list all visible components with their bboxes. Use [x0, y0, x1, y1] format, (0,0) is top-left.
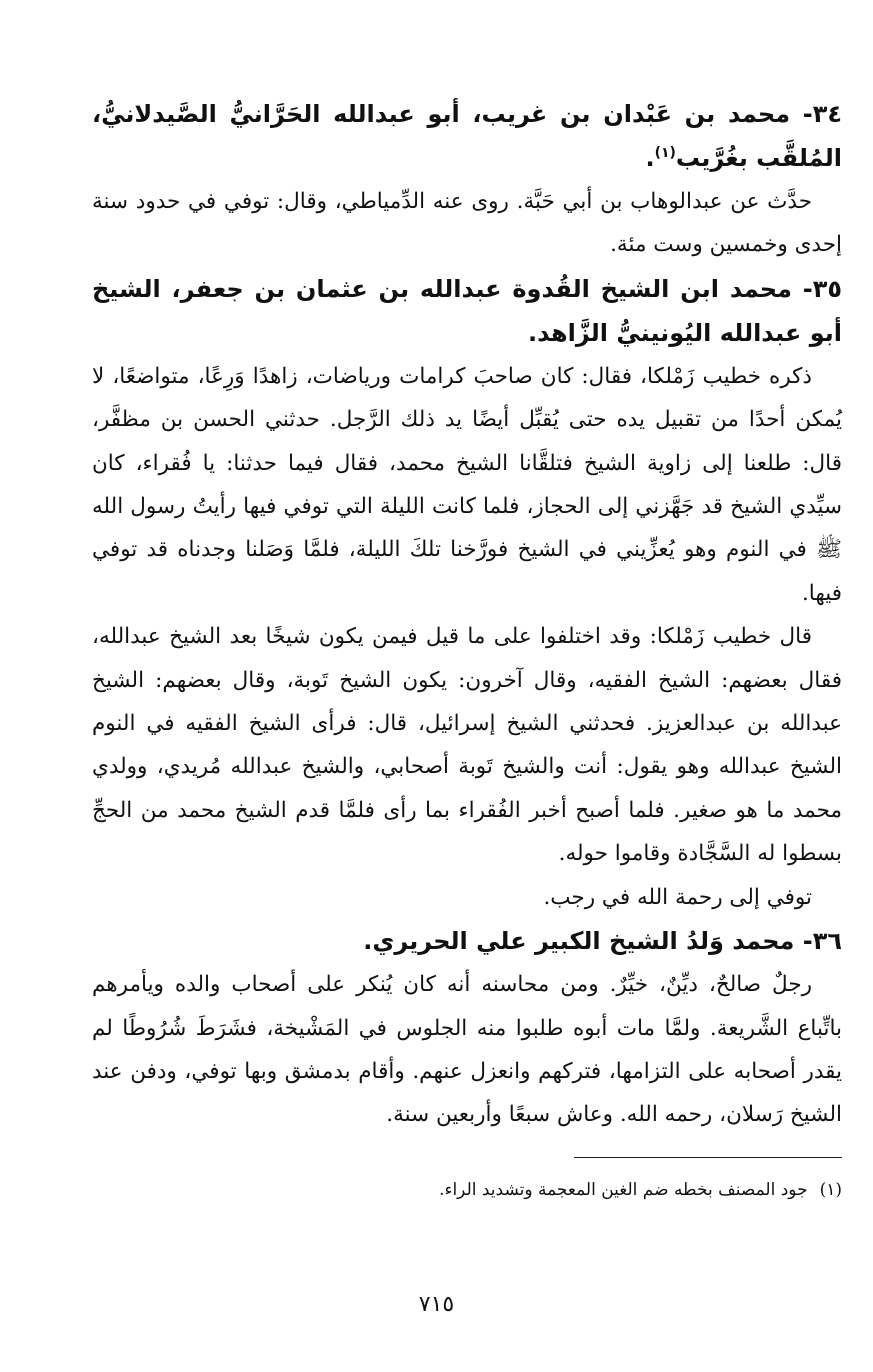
entry-35-paragraph-2: قال خطيب زَمْلكا: وقد اختلفوا على ما قيل فيمن يكون شيخًا بعد الشيخ عبدالله، فقال بعضهم: الشيخ الفقيه، وقال آخرون: يكون الشيخ تَوبة، وقال بعضهم: الشيخ عبدالله بن عبدالعزيز. فحدثني الشيخ إسرائيل، قال: فرأى الشيخ الفقيه في النوم الشيخ عبدالله وهو يقول: أنت والشيخ تَوبة أصحابي، والشيخ عبدالله مُريدي، وولدي محمد ما هو صغير. فلما أصبح أخبر الفُقراء بما رأى فلمَّا قدم الشيخ محمد من الحجِّ بسطوا له السَّجَّادة وقاموا حوله.	[92, 624, 842, 867]
footnote	[92, 1175, 842, 1205]
footnote-reference-marker: (١)	[654, 145, 676, 161]
entry-35-paragraph-1: ذكره خطيب زَمْلكا، فقال: كان صاحبَ كرامات ورياضات، زاهدًا وَرِعًا، متواضعًا، لا يُمكن أحدًا من تقبيل يده حتى يُقبِّل أيضًا يد ذلك الرَّجل. حدثني الحسن بن مظفَّر، قال: طلعنا إلى زاوية الشيخ فتلقَّانا الشيخ محمد، فقال فيما حدثنا: يا فُقراء، كان سيِّدي الشيخ قد جَهَّزني إلى الحجاز، فلما كانت الليلة التي توفي فيها رأيتُ رسول الله ﷺ في النوم وهو يُعزِّيني في الشيخ فورَّخنا تلكَ الليلة، فلمَّا وَصَلنا وجدناه قد توفي فيها.	[92, 363, 842, 606]
entry-34-paragraph: حدَّث عن عبدالوهاب بن أبي حَبَّة. روى عنه الدِّمياطي، وقال: توفي في حدود سنة إحدى وخمسين وست مئة.	[92, 189, 842, 258]
entry-heading-36: ٣٦- محمد وَلدُ الشيخ الكبير علي الحريري.	[363, 927, 842, 956]
entry-heading-35: ٣٥- محمد ابن الشيخ القُدوة عبدالله بن عثمان بن جعفر، الشيخ أبو عبدالله اليُونينيُّ الزَّاهد.	[92, 274, 842, 347]
entry-heading-34-text: ٣٤- محمد بن عَبْدان بن غريب، أبو عبدالله الحَرَّانيُّ الصَّيدلانيُّ، المُلقَّب بغُرَّيب	[92, 100, 842, 172]
footnote-separator	[92, 1137, 842, 1165]
footnote-rule	[574, 1157, 842, 1158]
entry-35-paragraph-3: توفي إلى رحمة الله في رجب.	[543, 884, 812, 910]
entry-36-paragraph: رجلٌ صالحٌ، ديِّنٌ، خيِّرٌ. ومن محاسنه أنه كان يُنكر على أصحاب والده ويأمرهم باتِّباع الشَّريعة. ولمَّا مات أبوه طلبوا منه الجلوس في المَشْيخة، فشَرَطَ شُرُوطًا لم يقدر أصحابه على التزامها، فتركهم وانعزل عنهم. وأقام بدمشق وبها توفي، ودفن عند الشيخ رَسلان، رحمه الله. وعاش سبعًا وأربعين سنة.	[92, 972, 842, 1128]
page-number: ٧١٥	[418, 1292, 455, 1317]
entry-heading-34-end: .	[645, 144, 655, 172]
footnote-text: جود المصنف بخطه ضم الغين المعجمة وتشديد الراء.	[439, 1179, 808, 1200]
page-body	[92, 92, 842, 1205]
footnote-number: (١)	[819, 1179, 842, 1200]
entry-heading-34	[92, 92, 842, 180]
